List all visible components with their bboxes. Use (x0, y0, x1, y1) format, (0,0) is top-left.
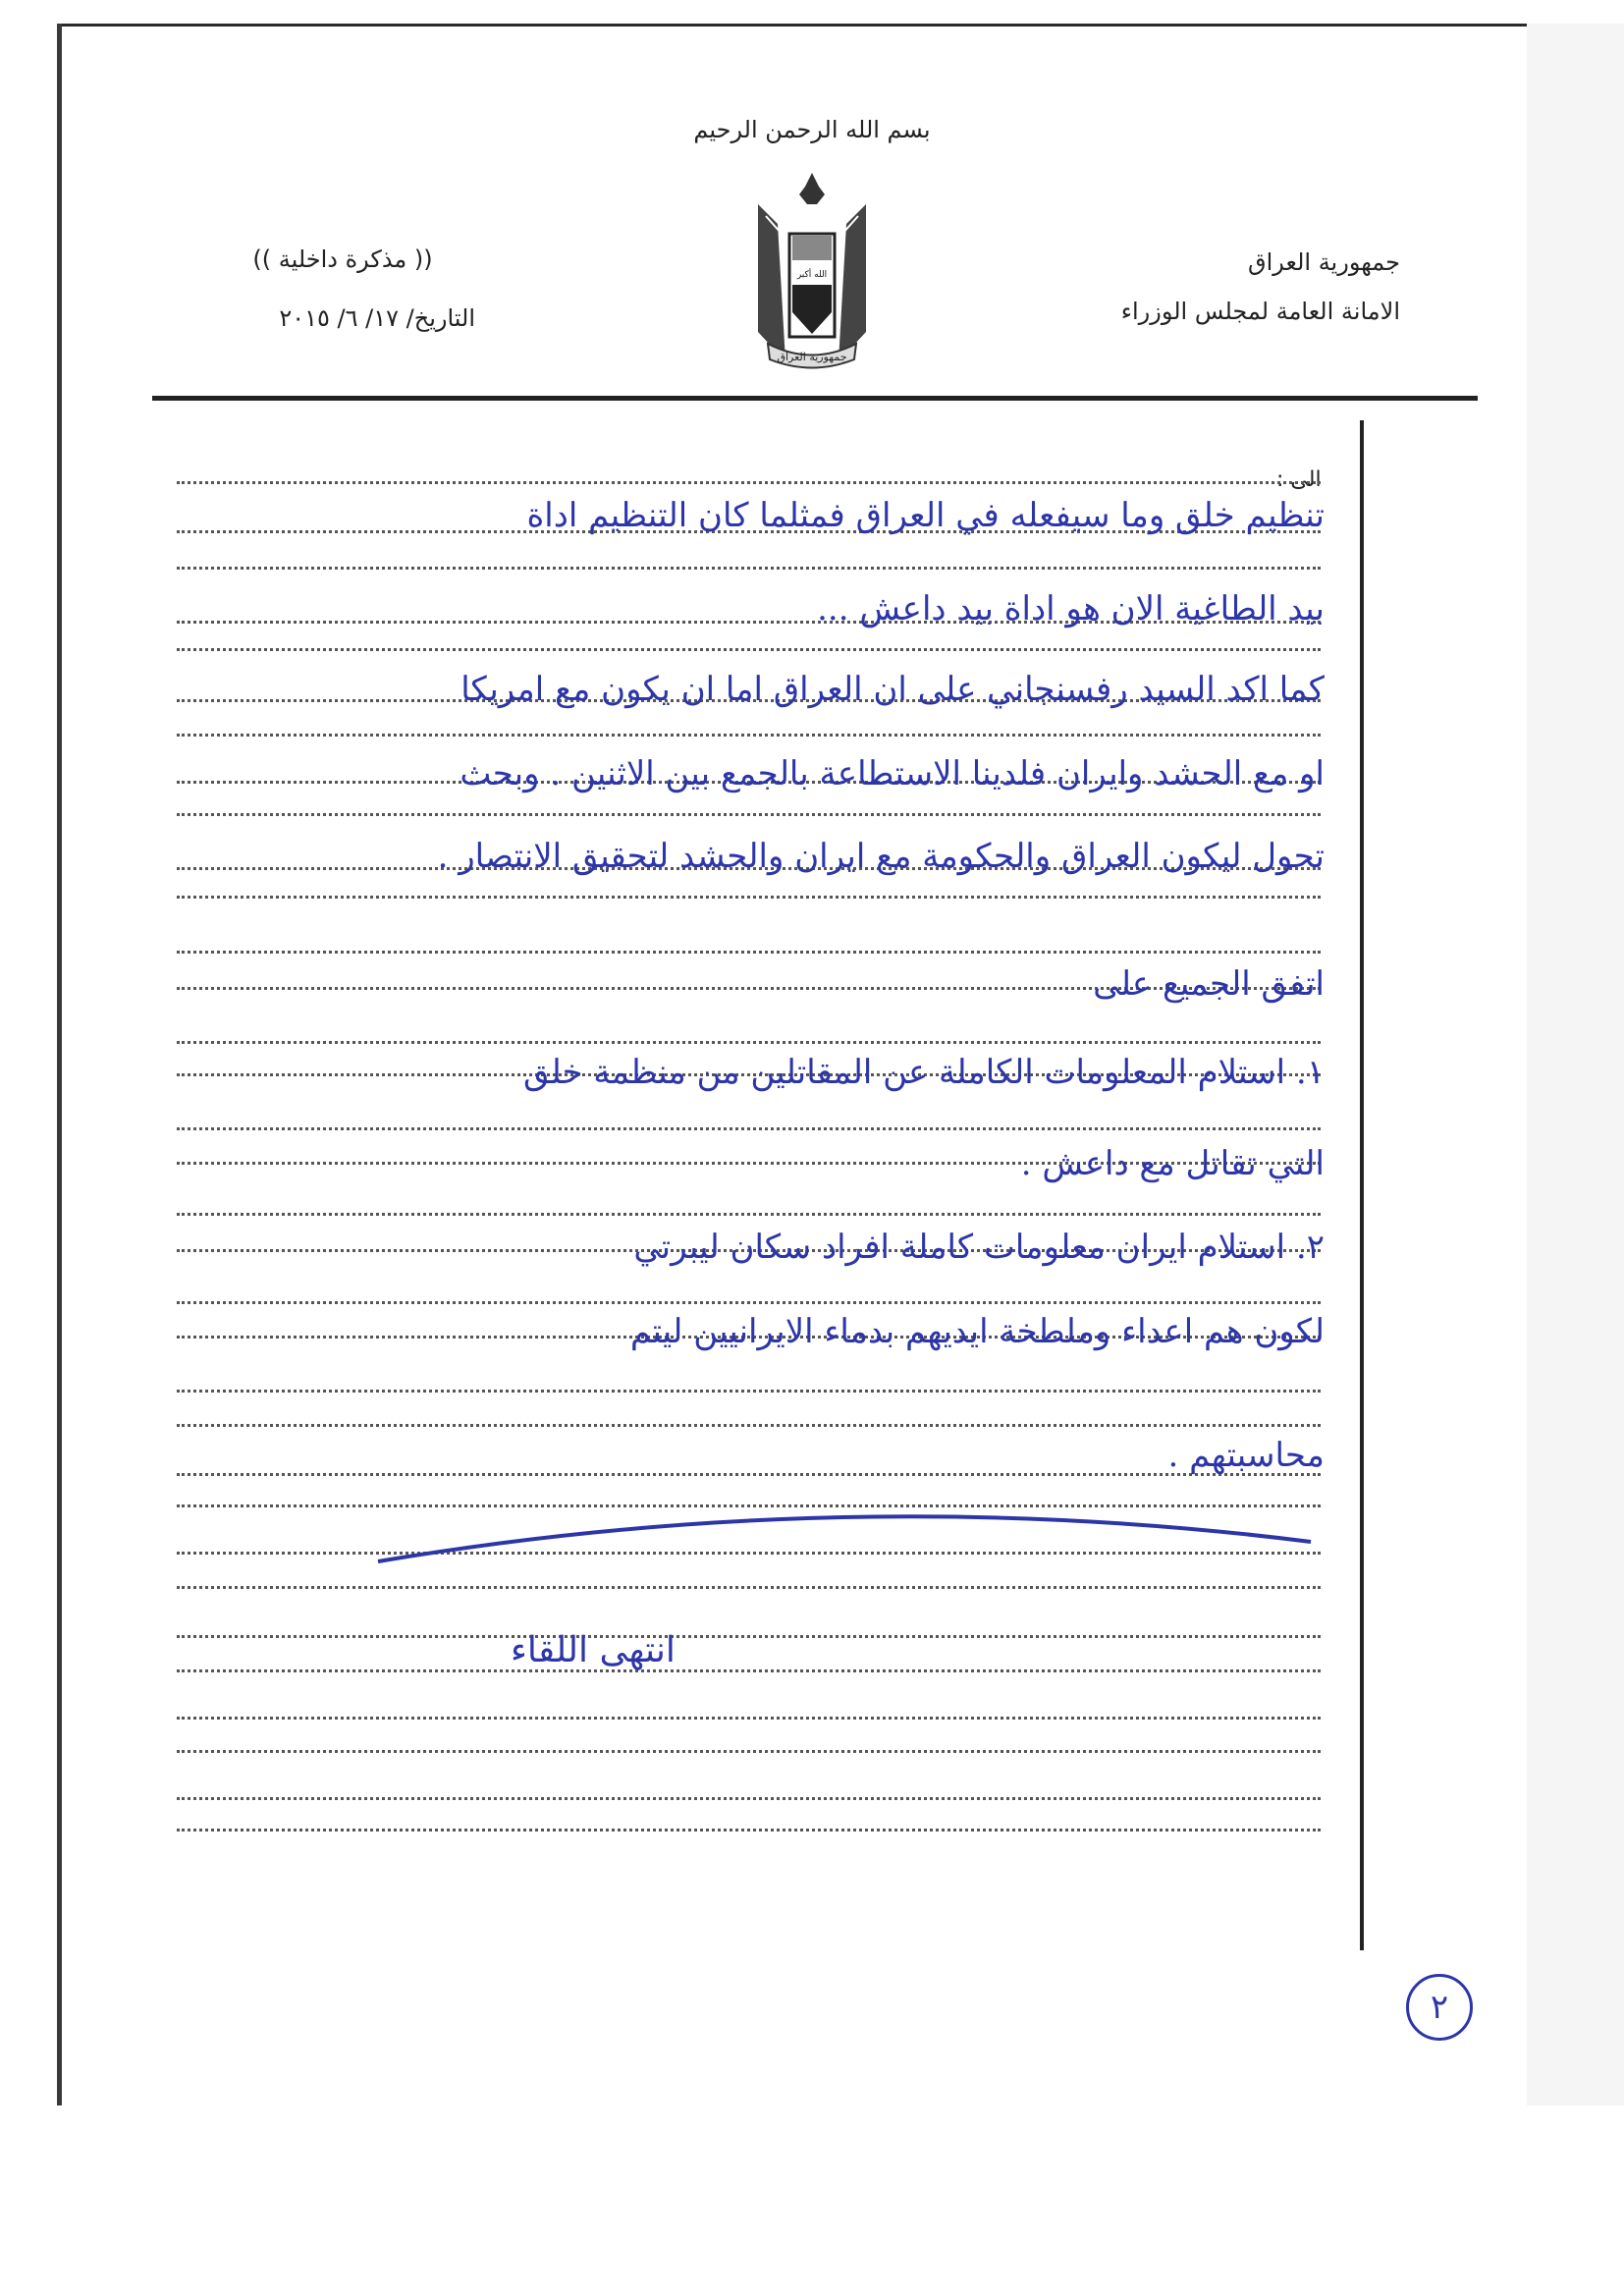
country-name: جمهورية العراق (1247, 248, 1400, 276)
ruled-line (177, 896, 1321, 899)
memo-date: التاريخ/ ١٧/ ٦/ ٢٠١٥ (279, 304, 475, 332)
ruled-line (177, 734, 1321, 737)
ruled-line (177, 1717, 1321, 1720)
scan-shade-right (1527, 24, 1624, 2105)
ruled-line (177, 1390, 1321, 1393)
ruled-line (177, 1669, 1321, 1672)
emblem-seal-text: جمهورية العراق (777, 351, 847, 363)
memo-block (210, 230, 475, 348)
ruled-line (177, 1635, 1321, 1638)
ruled-line (177, 813, 1321, 816)
handwritten-line: محاسبتهم . (1167, 1436, 1325, 1475)
ruled-line (177, 648, 1321, 651)
ruled-line (177, 1473, 1321, 1476)
handwritten-line: كما اكد السيد رفسنجاني على ان العراق اما ان يكون مع امريكا (460, 670, 1325, 709)
signoff-stroke (373, 1512, 1316, 1571)
handwritten-line: التي تقاتل مع داعش . (1020, 1144, 1325, 1183)
body-frame-line (1360, 420, 1364, 1950)
issuer-block (1121, 238, 1400, 336)
page-number: ٢ (1406, 1974, 1473, 2041)
closing-text: انتهى اللقاء (511, 1630, 676, 1670)
handwritten-line: ٢. استلام ايران معلومات كاملة افراد سكان ليبرتي (633, 1228, 1325, 1267)
handwritten-line: ١. استلام المعلومات الكاملة عن المقاتلين من منظمة خلق (523, 1053, 1325, 1092)
ruled-line (177, 1127, 1321, 1130)
ruled-line (177, 1797, 1321, 1800)
handwritten-line: اتفق الجميع على (1093, 964, 1325, 1004)
handwritten-line: او مع الحشد وايران فلدينا الاستطاعة بالجمع بين الاثنين . وبحث (460, 754, 1325, 793)
handwritten-line: لكون هم اعداء وملطخة ايديهم بدماء الايرانيين ليتم (629, 1312, 1325, 1351)
ruled-line (177, 1750, 1321, 1753)
handwritten-line: بيد الطاغية الان هو اداة بيد داعش ... (817, 589, 1325, 629)
ruled-line (177, 1829, 1321, 1831)
ruled-line (177, 1213, 1321, 1216)
iraq-eagle-emblem-icon (738, 165, 886, 371)
ruled-line (177, 481, 1321, 484)
emblem-shield-text: الله أكبر (796, 270, 828, 280)
handwritten-line: تحول ليكون العراق والحكومة مع ايران والحشد لتحقيق الانتصار . (437, 837, 1325, 876)
ruled-line (177, 1504, 1321, 1507)
ruled-line (177, 1586, 1321, 1589)
ruled-line (177, 1041, 1321, 1044)
department-name: الامانة العامة لمجلس الوزراء (1120, 298, 1400, 325)
ruled-line (177, 567, 1321, 570)
ruled-line (177, 1301, 1321, 1304)
handwritten-line: تنظيم خلق وما سيفعله في العراق فمثلما كان التنظيم اداة (526, 496, 1325, 535)
scan-border-left (57, 24, 62, 2105)
recipient-label: الى : (1276, 467, 1322, 492)
ruled-line (177, 951, 1321, 954)
header-rule (152, 396, 1478, 401)
memo-type: (( مذكرة داخلية )) (252, 246, 433, 273)
ruled-line (177, 1424, 1321, 1427)
scan-border-top (57, 24, 1530, 27)
basmala: بسم الله الرحمن الرحيم (693, 116, 931, 143)
